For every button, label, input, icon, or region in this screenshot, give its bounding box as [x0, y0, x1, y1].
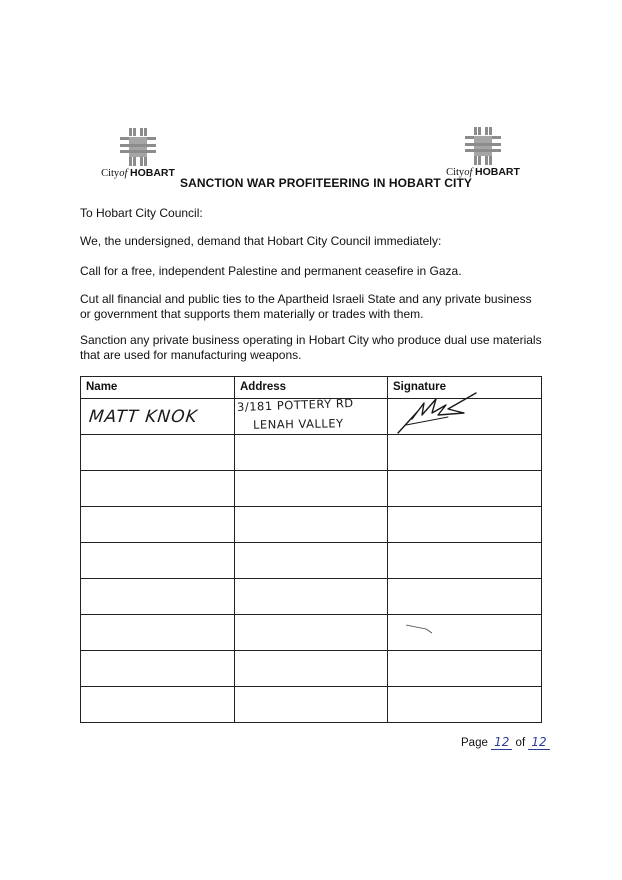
- name-cell[interactable]: [81, 615, 235, 651]
- demand-ceasefire: Call for a free, independent Palestine and permanent ceasefire in Gaza.: [80, 264, 462, 278]
- signature-table: [80, 376, 542, 723]
- demand-sanction: Sanction any private business operating in Hobart City who produce dual use materials that are used for manufacturing weapons.: [80, 333, 542, 362]
- intro-statement: We, the undersigned, demand that Hobart City Council immediately:: [80, 234, 442, 248]
- address-cell[interactable]: [235, 651, 388, 687]
- table-row: [81, 471, 542, 507]
- table-row: [81, 687, 542, 723]
- page-number: 12: [491, 735, 512, 750]
- name-column-header: Name: [81, 377, 235, 399]
- logo-text: Cityof HOBART: [101, 167, 175, 179]
- stray-pen-mark: [402, 619, 442, 639]
- name-cell[interactable]: [81, 687, 235, 723]
- signature-cell[interactable]: [388, 543, 542, 579]
- hobart-crest-icon: [120, 128, 156, 166]
- logo-text: Cityof HOBART: [446, 166, 520, 178]
- signature-cell[interactable]: [388, 435, 542, 471]
- petition-title: SANCTION WAR PROFITEERING IN HOBART CITY: [180, 176, 472, 190]
- demand-cut-ties: Cut all financial and public ties to the Apartheid Israeli State and any private business or government that supports them materially or trades with them.: [80, 292, 532, 321]
- table-row: [81, 615, 542, 651]
- of-label: of: [515, 737, 526, 749]
- signature-cell[interactable]: [388, 399, 542, 435]
- table-row: [81, 435, 542, 471]
- name-cell[interactable]: [81, 399, 235, 435]
- signature-cell[interactable]: [388, 471, 542, 507]
- city-of-hobart-logo-right: [438, 127, 528, 178]
- address-cell[interactable]: [235, 507, 388, 543]
- table-row: [81, 543, 542, 579]
- table-row: [81, 651, 542, 687]
- signature-cell[interactable]: [388, 579, 542, 615]
- hobart-crest-icon: [465, 127, 501, 165]
- page-total: 12: [528, 735, 549, 750]
- address-cell[interactable]: [235, 543, 388, 579]
- signature-column-header: Signature: [388, 377, 542, 399]
- page-label: Page: [461, 737, 488, 749]
- name-cell[interactable]: [81, 507, 235, 543]
- addressee: To Hobart City Council:: [80, 206, 203, 220]
- name-cell[interactable]: [81, 651, 235, 687]
- address-cell[interactable]: [235, 435, 388, 471]
- table-row: [81, 507, 542, 543]
- signature-cell[interactable]: [388, 615, 542, 651]
- table-row: [81, 399, 542, 435]
- address-cell[interactable]: [235, 615, 388, 651]
- page-indicator: [461, 735, 550, 750]
- name-cell[interactable]: [81, 471, 235, 507]
- name-cell[interactable]: [81, 435, 235, 471]
- signature-cell[interactable]: [388, 651, 542, 687]
- handwritten-signature: [388, 385, 488, 435]
- name-cell[interactable]: [81, 579, 235, 615]
- handwritten-address-line2: LENAH VALLEY: [252, 416, 344, 432]
- table-row: [81, 579, 542, 615]
- address-column-header: Address: [235, 377, 388, 399]
- address-cell[interactable]: [235, 687, 388, 723]
- address-cell[interactable]: [235, 471, 388, 507]
- address-cell[interactable]: [235, 395, 388, 435]
- address-cell[interactable]: [235, 579, 388, 615]
- handwritten-address-line1: 3/181 POTTERY RD: [236, 395, 354, 415]
- signature-cell[interactable]: [388, 507, 542, 543]
- name-cell[interactable]: [81, 543, 235, 579]
- signature-cell[interactable]: [388, 687, 542, 723]
- city-of-hobart-logo-left: [93, 128, 183, 179]
- handwritten-name: MATT KNOK: [87, 407, 199, 427]
